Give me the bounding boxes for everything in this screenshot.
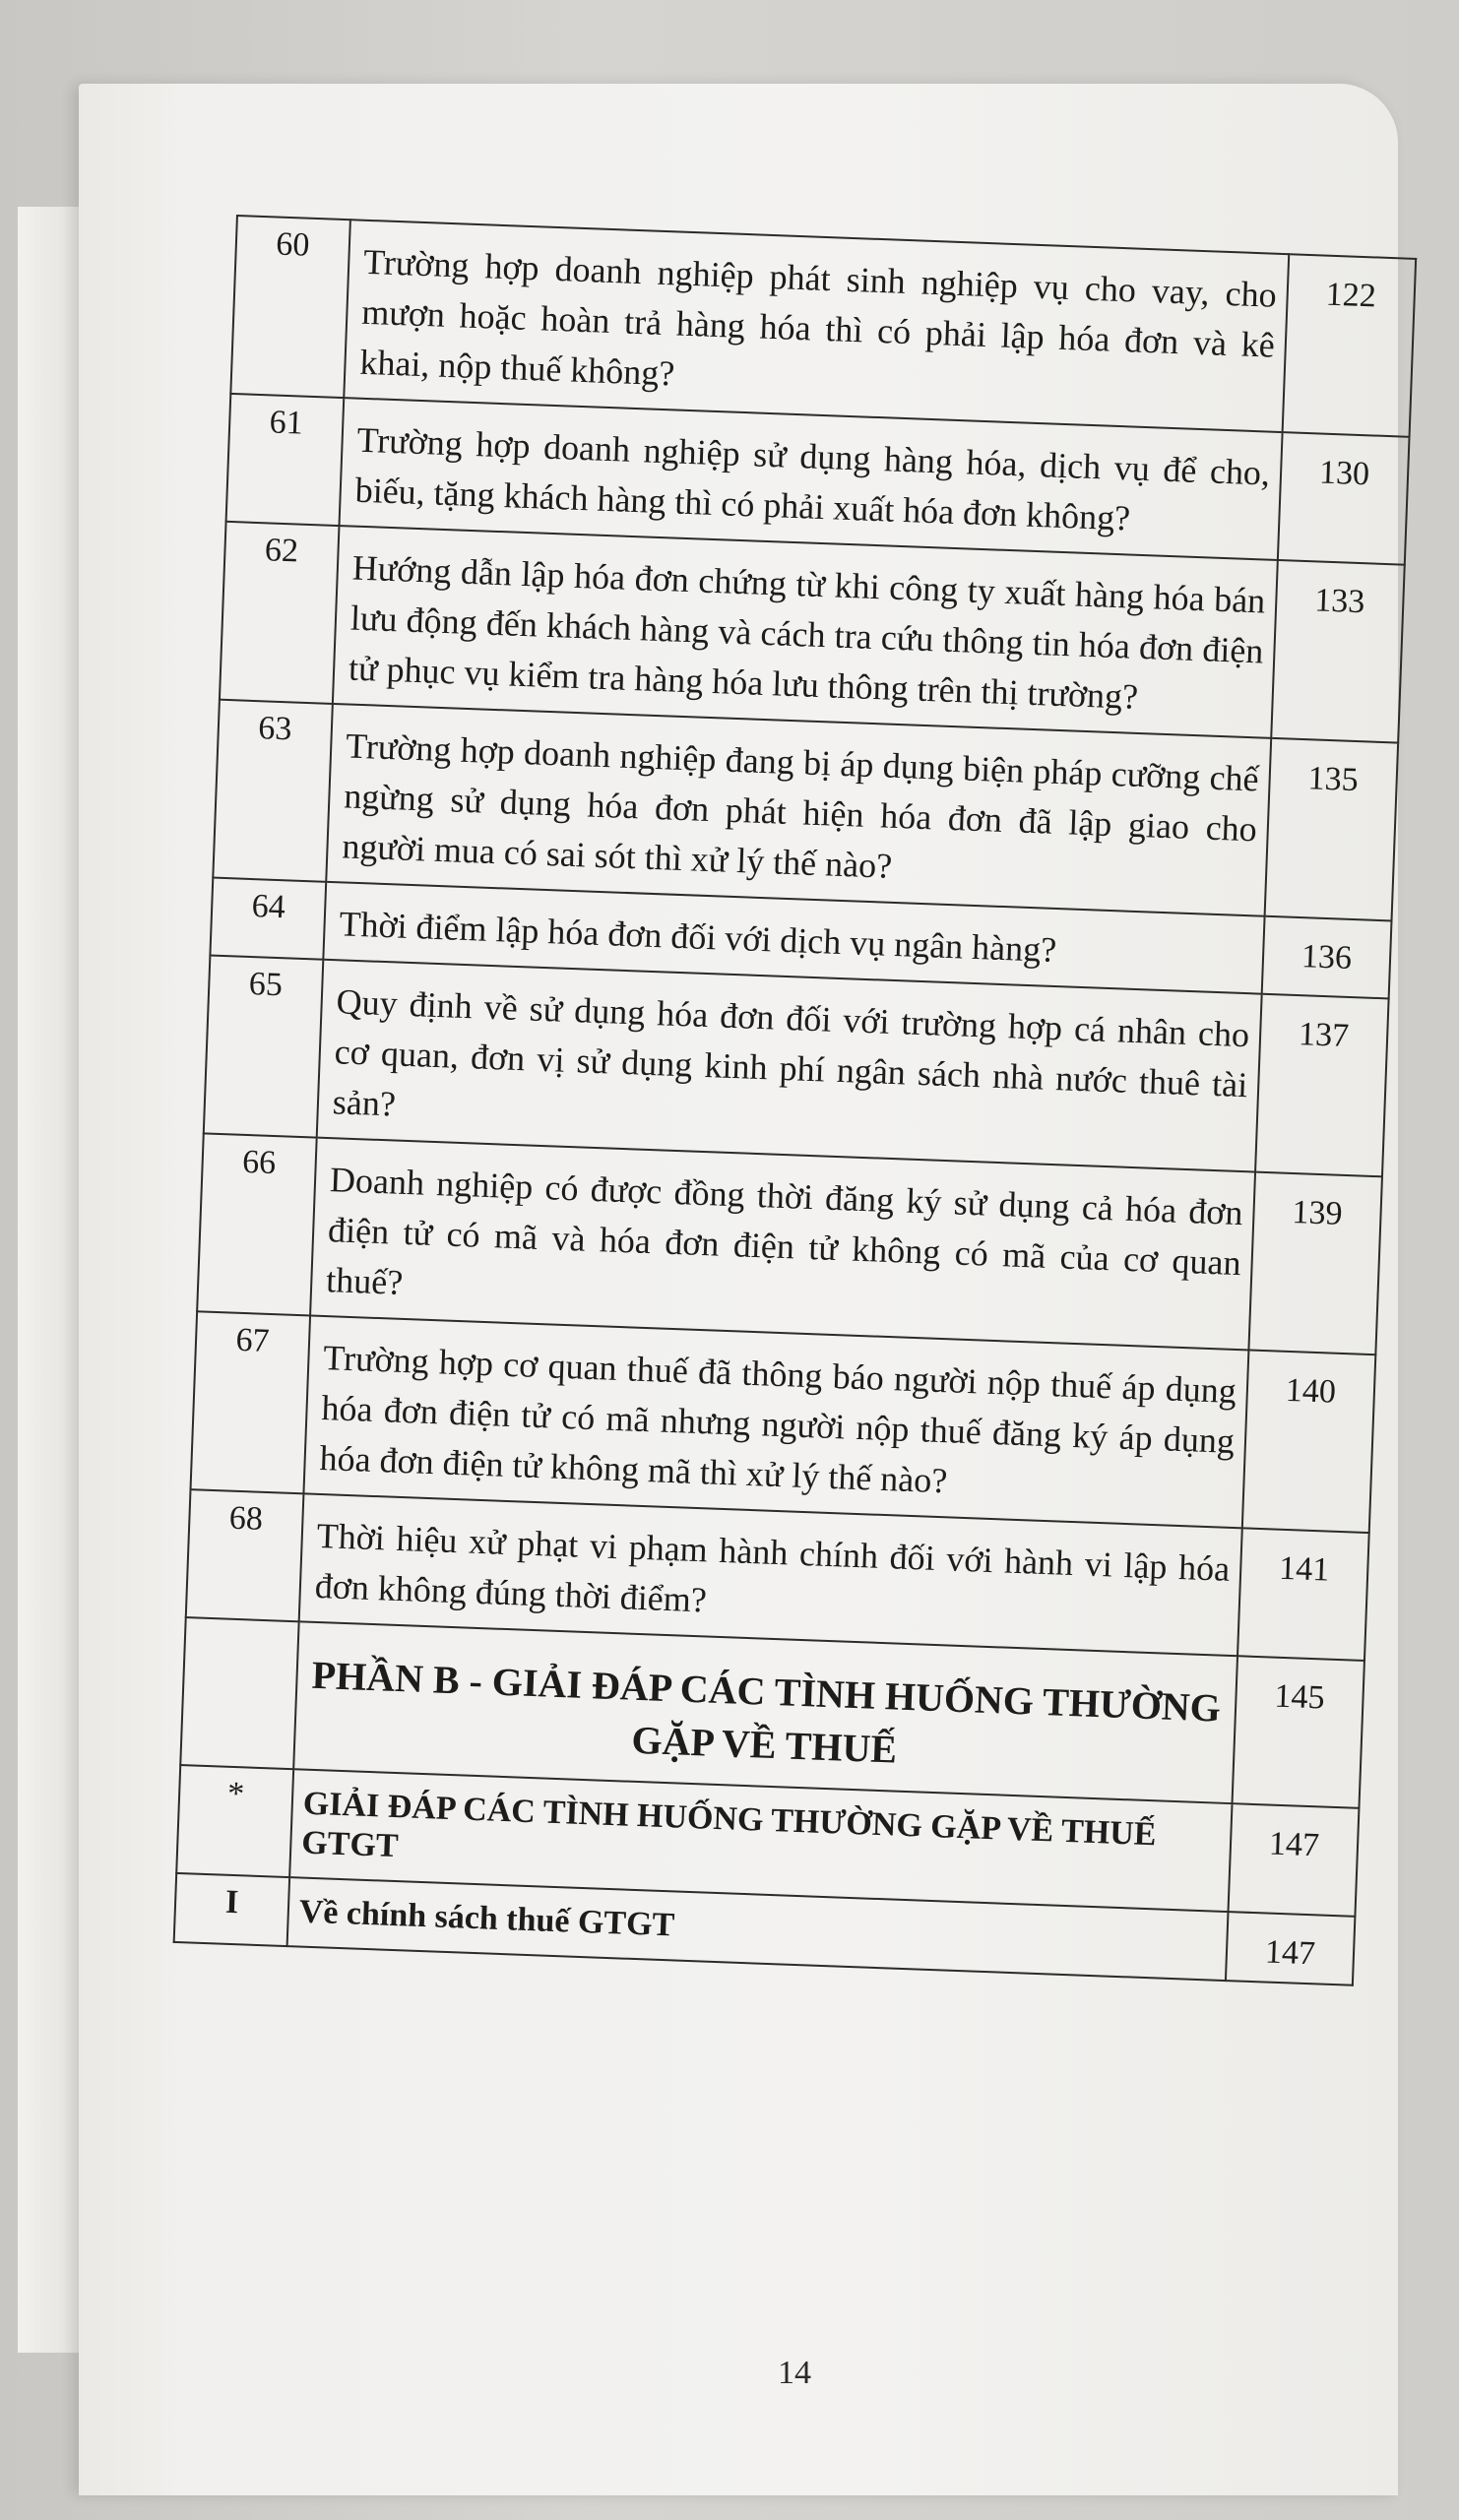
row-page: 140 xyxy=(1242,1350,1376,1533)
table-of-contents xyxy=(173,215,1418,1986)
toc-table xyxy=(173,215,1418,1986)
row-number: 65 xyxy=(204,956,324,1138)
row-page: 137 xyxy=(1255,994,1389,1177)
row-page: 136 xyxy=(1262,916,1392,999)
row-page: 122 xyxy=(1283,254,1417,437)
row-number: 64 xyxy=(210,878,326,960)
section-title: GIẢI ĐÁP CÁC TÌNH HUỐNG THƯỜNG GẶP VỀ THUẾ GTGT xyxy=(289,1769,1232,1912)
row-title: Doanh nghiệp có được đồng thời đăng ký sử dụng cả hóa đơn điện tử có mã và hóa đơn điện tử không có mã của cơ quan thuế? xyxy=(310,1138,1255,1351)
row-number: 63 xyxy=(213,700,333,882)
row-number: 61 xyxy=(226,394,345,526)
row-title: Thời điểm lập hóa đơn đối với dịch vụ ngân hàng? xyxy=(323,882,1264,994)
subsection-title: Về chính sách thuế GTGT xyxy=(287,1877,1229,1981)
row-number: 68 xyxy=(186,1489,304,1621)
row-title: Trường hợp doanh nghiệp đang bị áp dụng biện pháp cưỡng chế ngừng sử dụng hóa đơn phát hiện hóa đơn đã lập giao cho người mua có sai sót thì xử lý thế nào? xyxy=(326,704,1271,916)
row-title: Hướng dẫn lập hóa đơn chứng từ khi công ty xuất hàng hóa bán lưu động đến khách hàng và cách tra cứu thông tin hóa đơn điện tử phục vụ kiểm tra hàng hóa lưu thông trên thị trường? xyxy=(333,526,1278,738)
row-page: 133 xyxy=(1271,560,1405,743)
row-title: Thời hiệu xử phạt vi phạm hành chính đối với hành vi lập hóa đơn không đúng thời điểm? xyxy=(299,1493,1242,1656)
section-page: 147 xyxy=(1228,1803,1359,1917)
row-number: 60 xyxy=(230,216,350,398)
part-b-number xyxy=(180,1617,298,1769)
part-b-page: 145 xyxy=(1232,1656,1364,1808)
row-number: 62 xyxy=(220,522,340,704)
section-number: * xyxy=(176,1765,293,1877)
row-page: 130 xyxy=(1278,432,1410,565)
subsection-page: 147 xyxy=(1226,1912,1356,1985)
subsection-number: I xyxy=(174,1873,289,1946)
page-number: 14 xyxy=(778,2355,811,2391)
row-page: 139 xyxy=(1248,1172,1382,1355)
part-b-title: PHẦN B - GIẢI ĐÁP CÁC TÌNH HUỐNG THƯỜNG GẶP VỀ THUẾ xyxy=(293,1621,1237,1803)
row-number: 66 xyxy=(197,1133,317,1315)
row-title: Trường hợp doanh nghiệp sử dụng hàng hóa, dịch vụ để cho, biếu, tặng khách hàng thì có phải xuất hóa đơn không? xyxy=(339,398,1282,560)
row-page: 141 xyxy=(1237,1528,1369,1661)
row-page: 135 xyxy=(1264,738,1398,921)
row-number: 67 xyxy=(191,1311,311,1493)
row-title: Trường hợp doanh nghiệp phát sinh nghiệp vụ cho vay, cho mượn hoặc hoàn trả hàng hóa thì có phải lập hóa đơn và kê khai, nộp thuế không? xyxy=(344,220,1289,432)
row-title: Trường hợp cơ quan thuế đã thông báo người nộp thuế áp dụng hóa đơn điện tử có mã nhưng người nộp thuế đăng ký áp dụng hóa đơn điện tử không mã thì xử lý thế nào? xyxy=(303,1316,1248,1529)
row-title: Quy định về sử dụng hóa đơn đối với trường hợp cá nhân cho cơ quan, đơn vị sử dụng kinh phí ngân sách nhà nước thuê tài sản? xyxy=(317,960,1262,1172)
